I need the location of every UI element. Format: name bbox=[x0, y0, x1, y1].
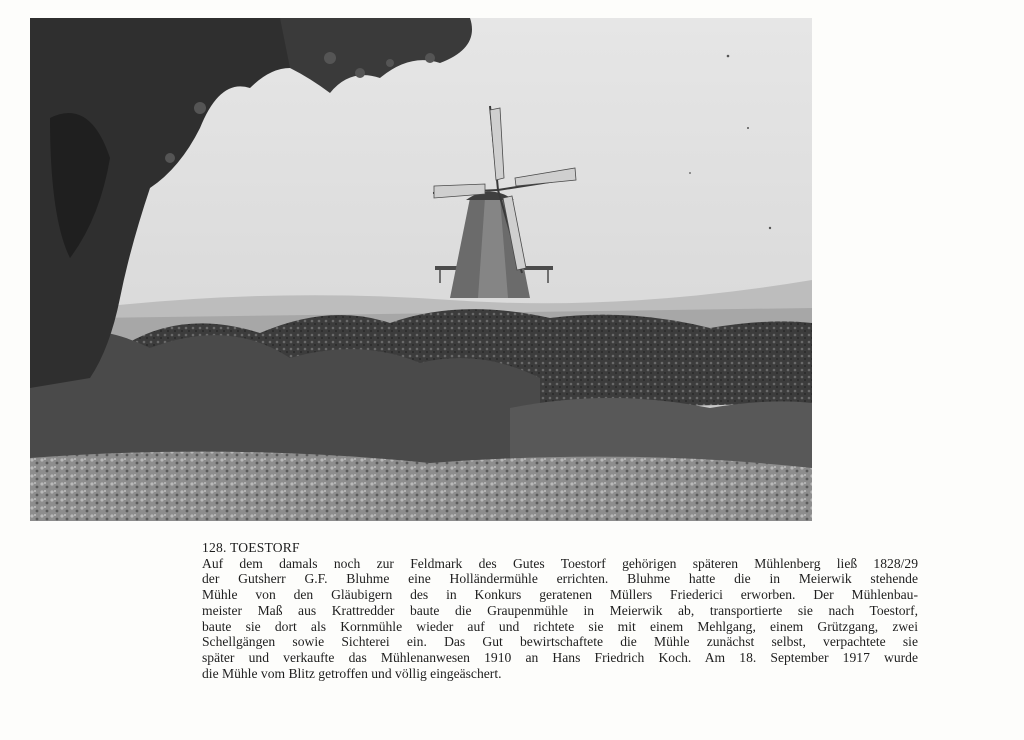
caption-line: Mühle von den Gläubigern des in Konkurs geratenen Müllers Friederici erworben. Der Mühlenbau- bbox=[202, 587, 918, 603]
caption-line: die Mühle vom Blitz getroffen und völlig eingeäschert. bbox=[202, 665, 502, 681]
windmill-photo-image bbox=[30, 18, 812, 521]
windmill-photograph bbox=[30, 18, 812, 521]
caption-line: meister Maß aus Krattredder baute die Graupenmühle in Meierwik ab, transportierte sie nach Toestorf, bbox=[202, 602, 918, 618]
caption-line: Auf dem damals noch zur Feldmark des Gutes Toestorf gehörigen späteren Mühlenberg ließ 1828/29 bbox=[202, 555, 918, 571]
caption-number-title: 128. TOESTORF bbox=[202, 540, 300, 555]
caption-line: später und verkaufte das Mühlenanwesen 1910 an Hans Friedrich Koch. Am 18. September 1917 wurde bbox=[202, 649, 918, 665]
caption-line: baute sie dort als Kornmühle wieder auf und richtete sie mit einem Mehlgang, einem Grützgang, zwei bbox=[202, 618, 918, 634]
photo-caption bbox=[202, 540, 918, 681]
caption-line: Schellgängen sowie Sichterei ein. Das Gut bewirtschaftete die Mühle zunächst selbst, verpachtete sie bbox=[202, 634, 918, 650]
caption-line: der Gutsherr G.F. Bluhme eine Holländermühle errichten. Bluhme hatte die in Meierwik stehende bbox=[202, 571, 918, 587]
